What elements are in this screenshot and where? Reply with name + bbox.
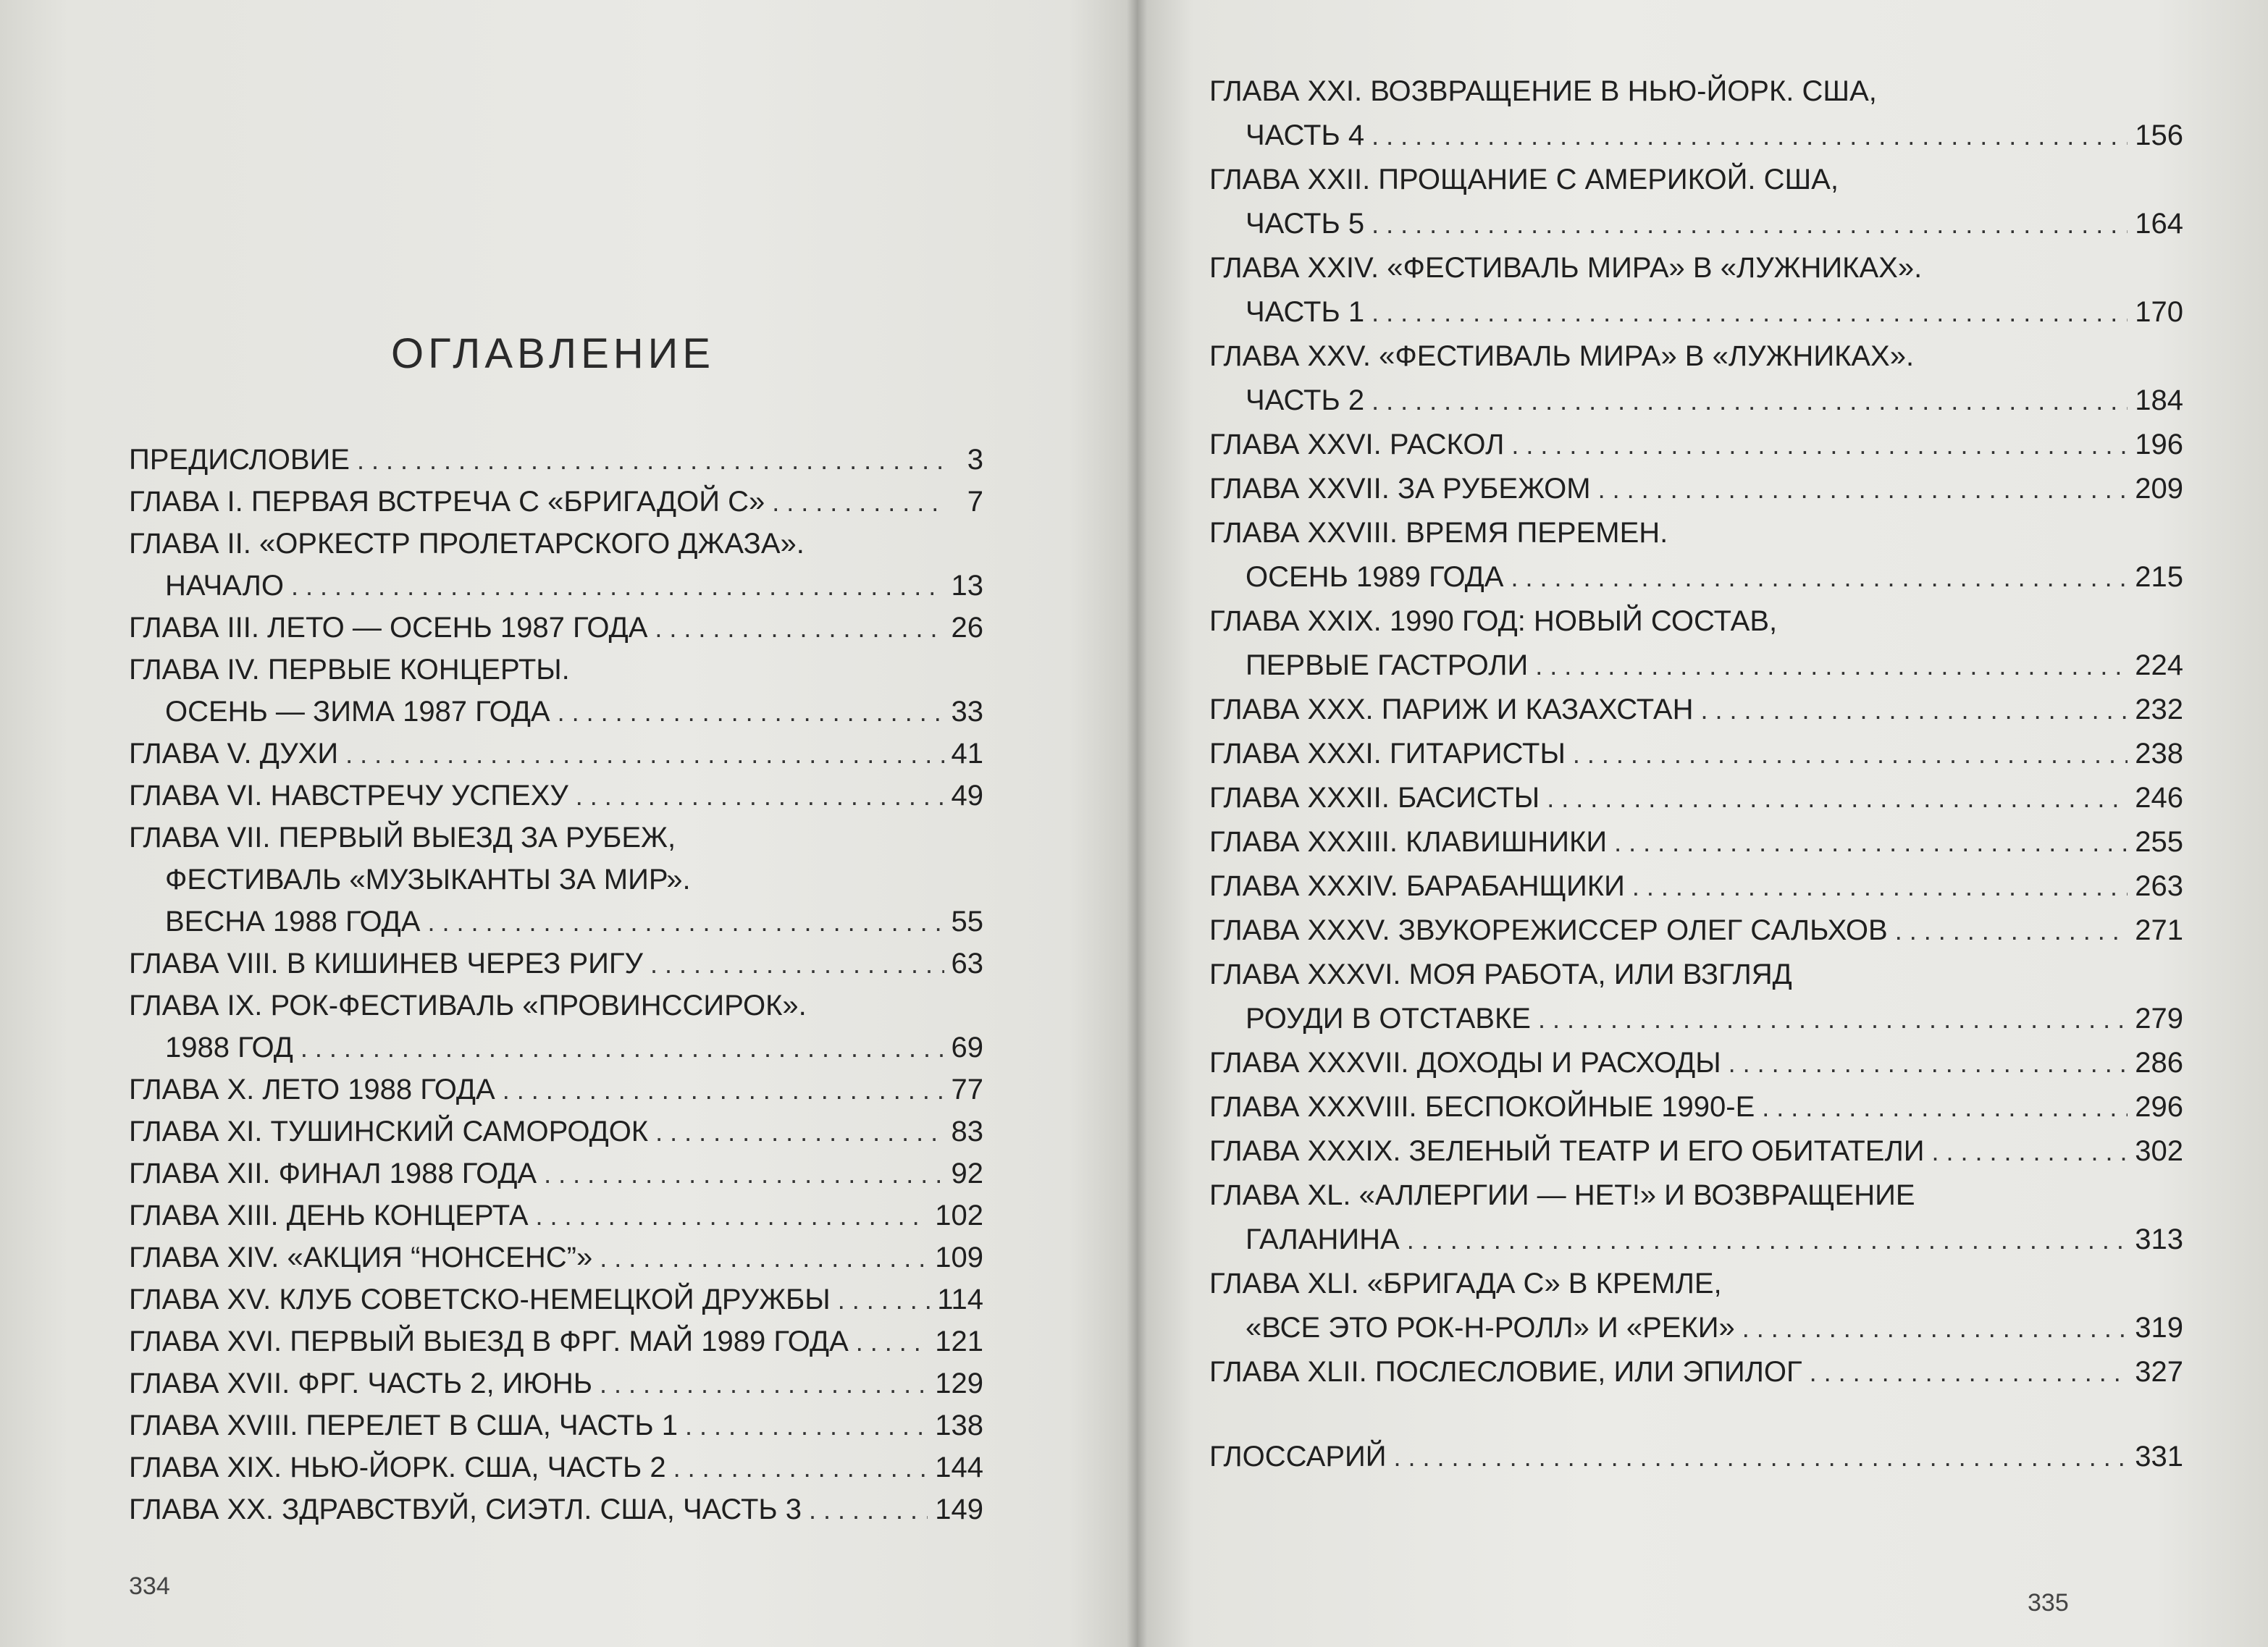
- toc-entry-title: 1988 ГОД: [165, 1032, 293, 1063]
- toc-entry-title: ГЛАВА XXXIV. БАРАБАНЩИКИ: [1209, 870, 1625, 902]
- toc-entry-page: 164: [2135, 208, 2183, 240]
- dot-leader: [650, 943, 944, 985]
- toc-entry: [1209, 1085, 2183, 1129]
- toc-entry-title: ГЛАВА XXXVIII. БЕСПОКОЙНЫЕ 1990-Е: [1209, 1091, 1755, 1123]
- toc-entry-title: ГЛАВА XXXIX. ЗЕЛЕНЫЙ ТЕАТР И ЕГО ОБИТАТЕЛИ: [1209, 1135, 1925, 1167]
- toc-entry: [1209, 909, 2183, 953]
- toc-entry-page: 319: [2135, 1312, 2183, 1344]
- toc-entry-title: ГЛАВА XXVI. РАСКОЛ: [1209, 429, 1505, 460]
- toc-entry-page: 286: [2135, 1047, 2183, 1079]
- toc-entry: [1209, 732, 2183, 776]
- toc-entry-title: ГЛАВА XXV. «ФЕСТИВАЛЬ МИРА» В «ЛУЖНИКАХ».: [1209, 340, 1915, 372]
- dot-leader: [838, 1279, 931, 1321]
- toc-entry-title: ГЛАВА XXVIII. ВРЕМЯ ПЕРЕМЕН.: [1209, 517, 1668, 549]
- dot-leader: [427, 901, 944, 943]
- left-toc-list: [129, 439, 983, 1530]
- spacer: [1209, 1394, 2183, 1435]
- toc-entry: [1209, 1435, 2183, 1479]
- toc-entry: [1209, 246, 2183, 290]
- toc-entry: [1209, 953, 2183, 997]
- toc-entry-title: ГЛАВА XXXI. ГИТАРИСТЫ: [1209, 738, 1566, 770]
- toc-entry: [1209, 776, 2183, 820]
- toc-entry-title: ЧАСТЬ 4: [1246, 119, 1365, 151]
- toc-entry-title: ГЛАВА XXI. ВОЗВРАЩЕНИЕ В НЬЮ-ЙОРК. США,: [1209, 75, 1877, 107]
- toc-entry-page: 215: [2135, 561, 2183, 593]
- toc-entry: [129, 1153, 983, 1195]
- toc-entry: [1209, 69, 2183, 114]
- toc-entry-title: «ВСЕ ЭТО РОК-Н-РОЛЛ» И «РЕКИ»: [1246, 1312, 1735, 1344]
- dot-leader: [1729, 1041, 2128, 1085]
- dot-leader: [1511, 423, 2128, 467]
- right-page: [1137, 0, 2268, 1647]
- toc-entry-page: 302: [2135, 1135, 2183, 1167]
- toc-entry: [129, 1111, 983, 1153]
- toc-entry-title: ГЛАВА XLII. ПОСЛЕСЛОВИЕ, ИЛИ ЭПИЛОГ: [1209, 1356, 1802, 1388]
- toc-entry-title: ГЛАВА III. ЛЕТО — ОСЕНЬ 1987 ГОДА: [129, 612, 648, 644]
- toc-entry: [129, 523, 983, 565]
- toc-entry: [129, 1195, 983, 1237]
- toc-entry-page: 49: [951, 780, 983, 812]
- toc-entry-title: ГЛАВА XXVII. ЗА РУБЕЖОМ: [1209, 473, 1591, 505]
- toc-entry-title: ГЛАВА XI. ТУШИНСКИЙ САМОРОДОК: [129, 1116, 649, 1147]
- toc-entry-title: ГЛАВА XXXII. БАСИСТЫ: [1209, 782, 1540, 814]
- dot-leader: [1511, 555, 2128, 599]
- toc-entry-page: 209: [2135, 473, 2183, 505]
- toc-entry-title: ГЛОССАРИЙ: [1209, 1441, 1387, 1473]
- toc-entry: [1209, 423, 2183, 467]
- toc-entry: [1209, 1218, 2183, 1262]
- toc-entry-title: ГЛАВА V. ДУХИ: [129, 738, 339, 770]
- toc-entry-page: 102: [935, 1200, 983, 1231]
- dot-leader: [600, 1237, 928, 1279]
- dot-leader: [772, 481, 947, 523]
- toc-entry: [1209, 114, 2183, 158]
- toc-entry-title: ЧАСТЬ 5: [1246, 208, 1365, 240]
- toc-entry: [1209, 555, 2183, 599]
- dot-leader: [536, 1195, 928, 1237]
- toc-entry-page: 138: [935, 1410, 983, 1441]
- toc-entry-title: ГЛАВА XLI. «БРИГАДА С» В КРЕМЛЕ,: [1209, 1268, 1722, 1300]
- toc-entry-page: 129: [935, 1368, 983, 1399]
- toc-entry-page: 7: [967, 486, 983, 518]
- toc-entry-title: ВЕСНА 1988 ГОДА: [165, 906, 421, 938]
- toc-entry-page: 327: [2135, 1356, 2183, 1388]
- dot-leader: [1535, 644, 2128, 688]
- toc-entry-page: 55: [951, 906, 983, 938]
- dot-leader: [600, 1363, 928, 1405]
- toc-entry-page: 144: [935, 1452, 983, 1483]
- toc-entry-page: 109: [935, 1242, 983, 1273]
- toc-entry: [1209, 334, 2183, 379]
- toc-entry-page: 224: [2135, 649, 2183, 681]
- toc-entry: [1209, 290, 2183, 334]
- toc-entry-title: ГЛАВА XXIX. 1990 ГОД: НОВЫЙ СОСТАВ,: [1209, 605, 1778, 637]
- toc-entry-page: 196: [2135, 429, 2183, 460]
- toc-entry-page: 3: [967, 444, 983, 476]
- toc-entry-page: 184: [2135, 384, 2183, 416]
- toc-entry: [129, 1362, 983, 1404]
- toc-entry: [1209, 864, 2183, 909]
- dot-leader: [856, 1321, 928, 1363]
- toc-entry-page: 121: [935, 1326, 983, 1357]
- toc-entry-title: ГЛАВА XXXVI. МОЯ РАБОТА, ИЛИ ВЗГЛЯД: [1209, 959, 1792, 990]
- toc-entry: [1209, 379, 2183, 423]
- toc-entry: [129, 1404, 983, 1446]
- dot-leader: [1895, 909, 2128, 953]
- book-spine: [1127, 0, 1147, 1647]
- toc-entry-title: ГЛАВА XXII. ПРОЩАНИЕ С АМЕРИКОЙ. США,: [1209, 164, 1839, 195]
- dot-leader: [1700, 688, 2128, 732]
- toc-entry-title: ФЕСТИВАЛЬ «МУЗЫКАНТЫ ЗА МИР».: [165, 864, 691, 896]
- toc-entry-title: ГЛАВА XIX. НЬЮ-ЙОРК. США, ЧАСТЬ 2: [129, 1452, 666, 1483]
- toc-entry-title: ГЛАВА XL. «АЛЛЕРГИИ — НЕТ!» И ВОЗВРАЩЕНИЕ: [1209, 1179, 1915, 1211]
- toc-entry-page: 77: [951, 1074, 983, 1105]
- toc-entry-title: ГЛАВА XXXV. ЗВУКОРЕЖИССЕР ОЛЕГ САЛЬХОВ: [1209, 914, 1888, 946]
- right-toc-list: [1209, 69, 2183, 1479]
- toc-entry-title: ГЛАВА VI. НАВСТРЕЧУ УСПЕХУ: [129, 780, 568, 812]
- toc-entry-page: 313: [2135, 1223, 2183, 1255]
- toc-entry: [129, 1446, 983, 1488]
- toc-entry: [1209, 1262, 2183, 1306]
- toc-entry: [129, 481, 983, 523]
- dot-leader: [685, 1405, 928, 1447]
- dot-leader: [655, 607, 944, 649]
- toc-entry: [129, 943, 983, 985]
- dot-leader: [345, 733, 944, 775]
- toc-entry-title: ОСЕНЬ 1989 ГОДА: [1246, 561, 1504, 593]
- toc-entry-title: ЧАСТЬ 2: [1246, 384, 1365, 416]
- toc-entry: [129, 1069, 983, 1111]
- toc-entry: [129, 1027, 983, 1069]
- dot-leader: [1762, 1085, 2128, 1129]
- dot-leader: [1372, 379, 2128, 423]
- toc-entry: [129, 733, 983, 775]
- toc-entry-title: ГЛАВА XV. КЛУБ СОВЕТСКО-НЕМЕЦКОЙ ДРУЖБЫ: [129, 1284, 831, 1315]
- toc-entry-page: 63: [951, 948, 983, 980]
- dot-leader: [1931, 1129, 2128, 1174]
- toc-entry-page: 296: [2135, 1091, 2183, 1123]
- toc-entry: [1209, 467, 2183, 511]
- dot-leader: [1372, 114, 2128, 158]
- toc-entry-title: ГЛАВА X. ЛЕТО 1988 ГОДА: [129, 1074, 495, 1105]
- toc-entry-title: ПРЕДИСЛОВИЕ: [129, 444, 350, 476]
- toc-entry: [1209, 599, 2183, 644]
- toc-entry: [1209, 1306, 2183, 1350]
- toc-entry-page: 69: [951, 1032, 983, 1063]
- toc-entry-title: ГЛАВА XXX. ПАРИЖ И КАЗАХСТАН: [1209, 694, 1694, 725]
- toc-entry: [129, 985, 983, 1027]
- toc-entry-title: ГЛАВА XVI. ПЕРВЫЙ ВЫЕЗД В ФРГ. МАЙ 1989 ГОДА: [129, 1326, 849, 1357]
- page-number-right: 335: [2028, 1589, 2069, 1617]
- dot-leader: [1598, 467, 2128, 511]
- toc-entry-title: ГЛАВА XVII. ФРГ. ЧАСТЬ 2, ИЮНЬ: [129, 1368, 592, 1399]
- toc-entry-title: ГЛАВА XVIII. ПЕРЕЛЕТ В США, ЧАСТЬ 1: [129, 1410, 678, 1441]
- toc-entry-page: 13: [951, 570, 983, 602]
- dot-leader: [1372, 290, 2128, 334]
- toc-entry-page: 92: [951, 1158, 983, 1189]
- toc-entry-page: 279: [2135, 1003, 2183, 1035]
- toc-entry-title: ГЛАВА VII. ПЕРВЫЙ ВЫЕЗД ЗА РУБЕЖ,: [129, 822, 676, 854]
- dot-leader: [503, 1069, 944, 1111]
- toc-entry: [1209, 158, 2183, 202]
- toc-entry-page: 26: [951, 612, 983, 644]
- page-number-left: 334: [129, 1572, 170, 1600]
- dot-leader: [1810, 1350, 2128, 1394]
- toc-entry-title: ГЛАВА XIII. ДЕНЬ КОНЦЕРТА: [129, 1200, 529, 1231]
- toc-entry: [129, 901, 983, 943]
- dot-leader: [1407, 1218, 2128, 1262]
- toc-entry: [1209, 1041, 2183, 1085]
- toc-entry: [129, 775, 983, 817]
- toc-entry-title: ОСЕНЬ — ЗИМА 1987 ГОДА: [165, 696, 550, 728]
- dot-leader: [576, 775, 944, 817]
- toc-entry-page: 246: [2135, 782, 2183, 814]
- dot-leader: [1394, 1435, 2128, 1479]
- toc-entry-title: ГЛАВА XXXIII. КЛАВИШНИКИ: [1209, 826, 1608, 858]
- toc-entry-title: ГЛАВА IV. ПЕРВЫЕ КОНЦЕРТЫ.: [129, 654, 570, 686]
- toc-entry: [129, 1488, 983, 1530]
- toc-entry: [129, 691, 983, 733]
- toc-entry-title: ГЛАВА XIV. «АКЦИЯ “НОНСЕНС”»: [129, 1242, 593, 1273]
- toc-entry: [129, 1320, 983, 1362]
- toc-entry-title: ГЛАВА XX. ЗДРАВСТВУЙ, СИЭТЛ. США, ЧАСТЬ 3: [129, 1494, 802, 1525]
- toc-entry-title: ГЛАВА XII. ФИНАЛ 1988 ГОДА: [129, 1158, 537, 1189]
- toc-entry: [1209, 820, 2183, 864]
- toc-entry: [1209, 1174, 2183, 1218]
- toc-entry-page: 255: [2135, 826, 2183, 858]
- toc-entry: [1209, 1350, 2183, 1394]
- toc-entry-title: ГЛАВА XXXVII. ДОХОДЫ И РАСХОДЫ: [1209, 1047, 1721, 1079]
- toc-entry-page: 263: [2135, 870, 2183, 902]
- toc-entry-title: ГАЛАНИНА: [1246, 1223, 1400, 1255]
- dot-leader: [1632, 864, 2128, 909]
- dot-leader: [1547, 776, 2128, 820]
- toc-entry: [1209, 997, 2183, 1041]
- toc-entry: [1209, 1129, 2183, 1174]
- toc-entry-title: ГЛАВА VIII. В КИШИНЕВ ЧЕРЕЗ РИГУ: [129, 948, 643, 980]
- dot-leader: [1538, 997, 2128, 1041]
- toc-entry-title: ГЛАВА I. ПЕРВАЯ ВСТРЕЧА С «БРИГАДОЙ С»: [129, 486, 765, 518]
- toc-entry-page: 238: [2135, 738, 2183, 770]
- toc-entry: [1209, 202, 2183, 246]
- dot-leader: [1573, 732, 2128, 776]
- toc-entry: [129, 607, 983, 649]
- toc-entry-title: НАЧАЛО: [165, 570, 285, 602]
- dot-leader: [809, 1489, 928, 1531]
- dot-leader: [301, 1027, 944, 1069]
- dot-leader: [558, 691, 944, 733]
- toc-entry-page: 156: [2135, 119, 2183, 151]
- toc-entry-title: ГЛАВА IX. РОК-ФЕСТИВАЛЬ «ПРОВИНССИРОК».: [129, 990, 807, 1022]
- toc-entry: [1209, 511, 2183, 555]
- dot-leader: [655, 1111, 944, 1153]
- toc-entry-page: 170: [2135, 296, 2183, 328]
- toc-entry-page: 149: [935, 1494, 983, 1525]
- toc-entry-page: 271: [2135, 914, 2183, 946]
- toc-entry: [129, 859, 983, 901]
- toc-title: ОГЛАВЛЕНИЕ: [391, 330, 715, 377]
- dot-leader: [1742, 1306, 2128, 1350]
- toc-entry: [129, 1279, 983, 1320]
- dot-leader: [357, 439, 947, 481]
- toc-entry-title: ГЛАВА XXIV. «ФЕСТИВАЛЬ МИРА» В «ЛУЖНИКАХ».: [1209, 252, 1923, 284]
- toc-entry: [1209, 688, 2183, 732]
- toc-entry-page: 83: [951, 1116, 983, 1147]
- dot-leader: [544, 1153, 944, 1195]
- toc-entry-page: 232: [2135, 694, 2183, 725]
- toc-entry-page: 331: [2135, 1441, 2183, 1473]
- toc-entry: [1209, 644, 2183, 688]
- dot-leader: [1372, 202, 2128, 246]
- toc-entry: [129, 439, 983, 481]
- toc-entry: [129, 565, 983, 607]
- toc-entry-page: 41: [951, 738, 983, 770]
- toc-entry: [129, 817, 983, 859]
- toc-entry-title: ГЛАВА II. «ОРКЕСТР ПРОЛЕТАРСКОГО ДЖАЗА».: [129, 528, 805, 560]
- toc-entry-page: 114: [937, 1284, 983, 1315]
- dot-leader: [673, 1447, 928, 1489]
- toc-entry: [129, 649, 983, 691]
- toc-entry-title: РОУДИ В ОТСТАВКЕ: [1246, 1003, 1531, 1035]
- toc-entry-page: 33: [951, 696, 983, 728]
- toc-entry: [129, 1237, 983, 1279]
- dot-leader: [1614, 820, 2128, 864]
- toc-entry-title: ЧАСТЬ 1: [1246, 296, 1365, 328]
- dot-leader: [291, 565, 944, 607]
- toc-entry-title: ПЕРВЫЕ ГАСТРОЛИ: [1246, 649, 1529, 681]
